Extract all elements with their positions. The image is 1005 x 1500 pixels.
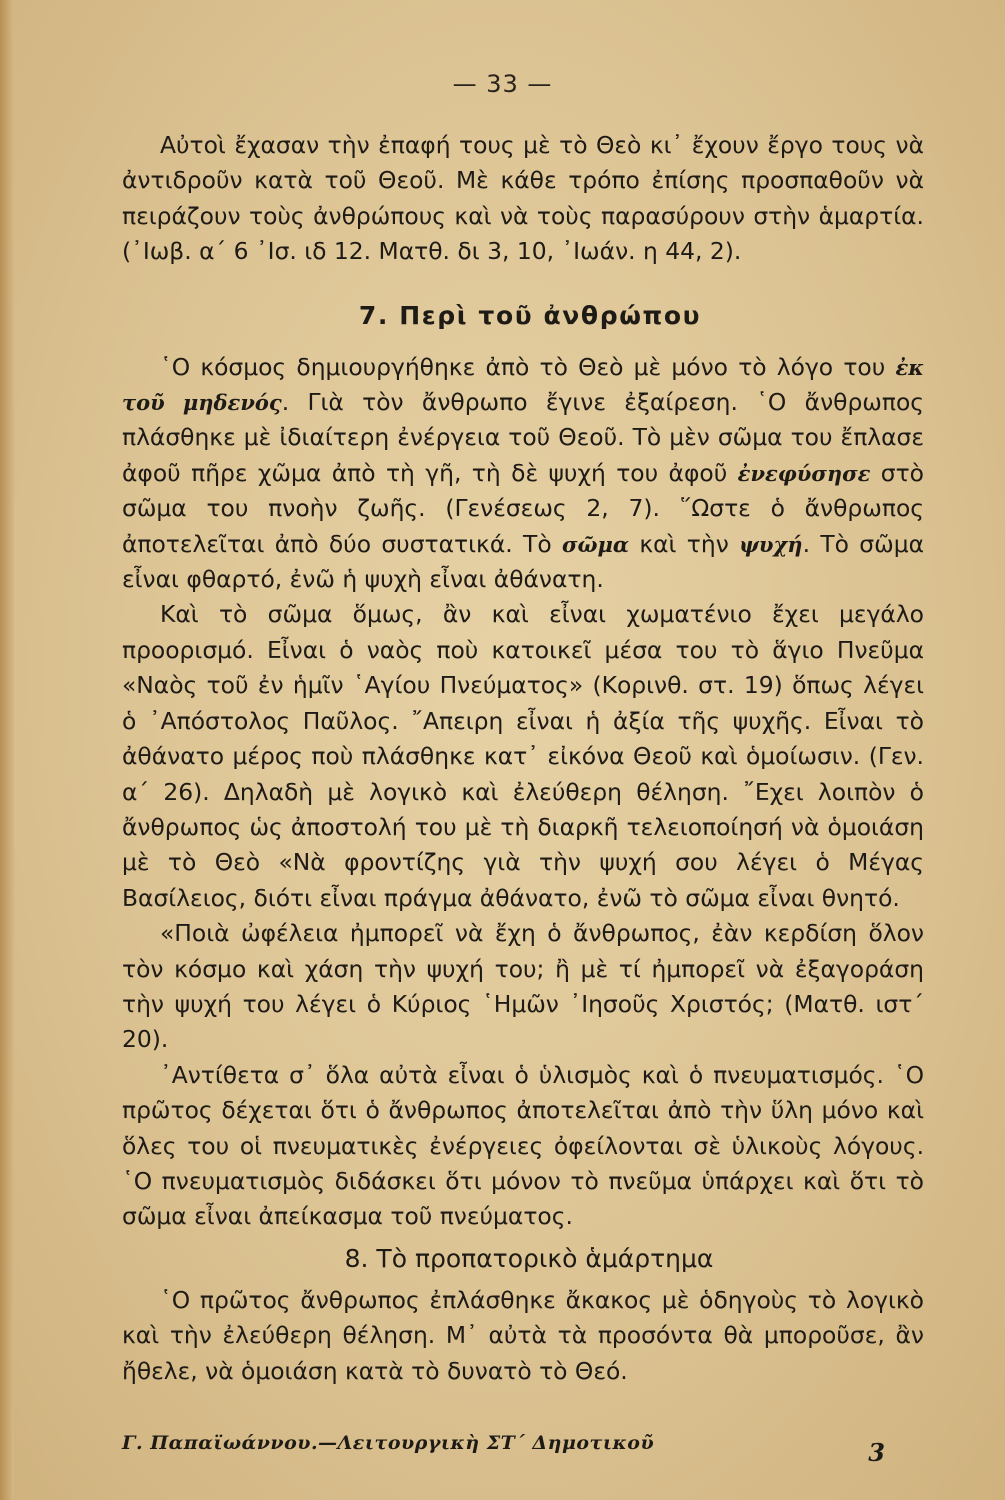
- section-7-paragraph-1: ῾Ο κόσμος δημιουργήθηκε ἀπὸ τὸ Θεὸ μὲ μόνο τὸ λόγο του ἐκ τοῦ μηδενός. Γιὰ τὸν ἄνθρωπο ἔγινε ἐξαίρεση. ῾Ο ἄνθρωπος πλάσθηκε μὲ ἰδιαίτερη ἐνέργεια τοῦ Θεοῦ. Τὸ μὲν σῶμα του ἔπλασε ἀφοῦ πῆρε χῶμα ἀπὸ τὴ γῆ, τὴ δὲ ψυχή του ἀφοῦ ἐνεφύσησε στὸ σῶμα του πνοὴν ζωῆς. (Γενέσεως 2, 7). ῞Ωστε ὁ ἄνθρωπος ἀποτελεῖται ἀπὸ δύο συστατικά. Τὸ σῶμα καὶ τὴν ψυχή. Τὸ σῶμα εἶναι φθαρτό, ἐνῶ ἡ ψυχὴ εἶναι ἀθάνατη.: [122, 352, 925, 594]
- emphasis-soma: σῶμα: [561, 531, 629, 557]
- section-7-paragraph-2: Καὶ τὸ σῶμα ὅμως, ἂν καὶ εἶναι χωματένιο ἔχει μεγάλο προορισμό. Εἶναι ὁ ναὸς ποὺ κατοικεῖ μέσα του τὸ ἅγιο Πνεῦμα «Ναὸς τοῦ ἐν ἡμῖν ῾Αγίου Πνεύματος» (Κορινθ. στ. 19) ὅπως λέγει ὁ ᾿Απόστολος Παῦλος. ῎Απειρη εἶναι ἡ ἀξία τῆς ψυχῆς. Εἶναι τὸ ἀθάνατο μέρος ποὺ πλάσθηκε κατ᾿ εἰκόνα Θεοῦ καὶ ὁμοίωσιν. (Γεν. α΄ 26). Δηλαδὴ μὲ λογικὸ καὶ ἐλεύθερη θέληση. ῎Εχει λοιπὸν ὁ ἄνθρωπος ὡς ἀποστολή του μὲ τὴ διαρκῆ τελειοποίησή νὰ ὁμοιάση μὲ τὸ Θεὸ «Νὰ φροντίζης γιὰ τὴν ψυχή σου λέγει ὁ Μέγας Βασίλειος, διότι εἶναι πράγμα ἀθάνατο, ἐνῶ τὸ σῶμα εἶναι θνητό.: [122, 600, 924, 912]
- section-7-paragraph-3: «Ποιὰ ὠφέλεια ἠμπορεῖ νὰ ἔχη ὁ ἄνθρωπος, ἐὰν κερδίση ὅλον τὸν κόσμο καὶ χάση τὴν ψυχή του; ἢ μὲ τί ἠμπορεῖ νὰ ἐξαγοράση τὴν ψυχή του λέγει ὁ Κύριος ῾Ημῶν ᾿Ιησοῦς Χριστός; (Ματθ. ιστ΄ 20).: [122, 919, 924, 1054]
- page-number: — 33 —: [452, 70, 553, 98]
- page-binding-edge: [0, 0, 14, 1500]
- section-8-paragraph-1: ῾Ο πρῶτος ἄνθρωπος ἐπλάσθηκε ἄκακος μὲ ὁδηγοὺς τὸ λογικὸ καὶ τὴν ἐλεύθερη θέληση. Μ᾿ αὐτὰ τὰ προσόντα θὰ μποροῦσε, ἂν ἤθελε, νὰ ὁμοιάση κατὰ τὸ δυνατὸ τὸ Θεό.: [122, 1285, 924, 1385]
- emphasis-psyxi: ψυχή: [739, 531, 803, 557]
- intro-paragraph: Αὐτοὶ ἔχασαν τὴν ἐπαφή τους μὲ τὸ Θεὸ κι᾿ ἔχουν ἔργο τους νὰ ἀντιδροῦν κατὰ τοῦ Θεοῦ. Μὲ κάθε τρόπο ἐπίσης προσπαθοῦν νὰ πειράζουν τοὺς ἀνθρώπους καὶ νὰ τοὺς παρασύρουν στὴν ἁμαρτία. (᾿Ιωβ. α΄ 6 ᾿Ισ. ιδ 12. Ματθ. δι 3, 10, ᾿Ιωάν. η 44, 2).: [122, 131, 924, 266]
- section-7-heading: 7. Περὶ τοῦ ἀνθρώπου: [358, 300, 702, 330]
- footer-attribution: Γ. Παπαϊωάννου.—Λειτουργικὴ ΣΤ΄ Δημοτικοῦ: [122, 1432, 655, 1454]
- emphasis-enefysise: ἐνεφύσησε: [737, 460, 871, 486]
- section-8-heading: 8. Τὸ προπατορικὸ ἁμάρτημα: [344, 1243, 714, 1273]
- emphasis-ek-tou-midenos: ἐκ τοῦ μηδενός: [122, 354, 924, 416]
- section-7-paragraph-4: ᾿Αντίθετα σ᾿ ὅλα αὐτὰ εἶναι ὁ ὑλισμὸς καὶ ὁ πνευματισμός. ῾Ο πρῶτος δέχεται ὅτι ὁ ἄνθρωπος ἀποτελεῖται ἀπὸ τὴν ὕλη μόνο καὶ ὅλες του οἱ πνευματικὲς ἐνέργειες ὀφείλονται σὲ ὑλικοὺς λόγους. ῾Ο πνευματισμὸς διδάσκει ὅτι μόνον τὸ πνεῦμα ὑπάρχει καὶ ὅτι τὸ σῶμα εἶναι ἀπείκασμα τοῦ πνεύματος.: [122, 1060, 924, 1231]
- page-content: [122, 128, 924, 1389]
- signature-mark: 3: [868, 1438, 885, 1467]
